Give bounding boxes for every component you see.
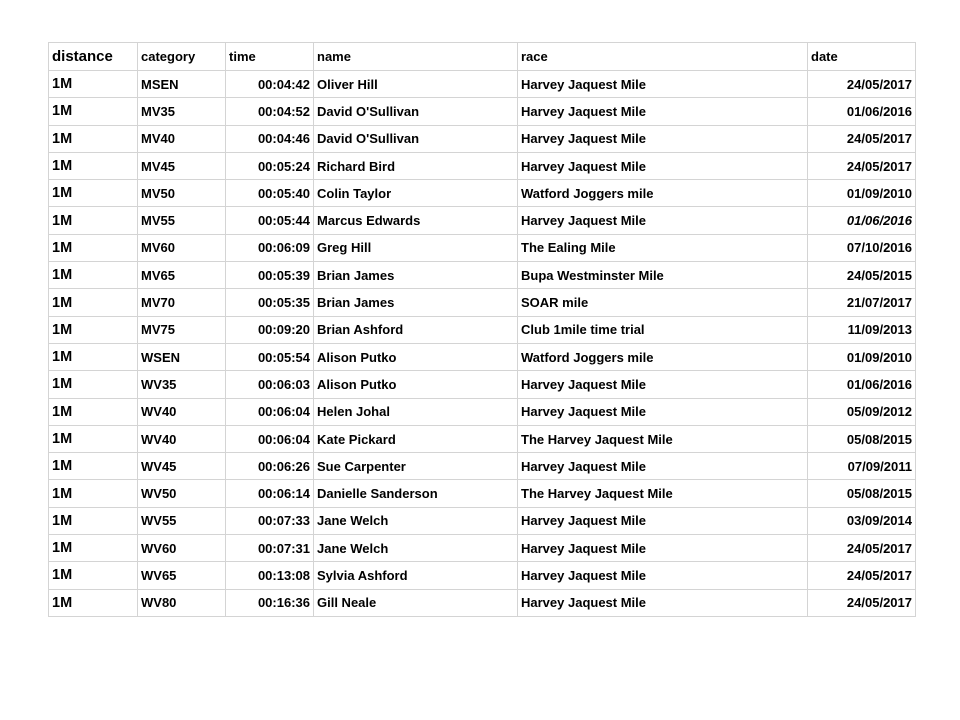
distance-cell: 1M: [49, 343, 138, 370]
distance-cell: 1M: [49, 71, 138, 98]
category-cell: MV40: [138, 125, 226, 152]
date-cell: 24/05/2017: [808, 71, 916, 98]
table-row: [49, 480, 916, 507]
category-cell: WV80: [138, 589, 226, 616]
date-cell: 21/07/2017: [808, 289, 916, 316]
category-cell: MV35: [138, 98, 226, 125]
name-cell: Gill Neale: [314, 589, 518, 616]
race-cell: Harvey Jaquest Mile: [518, 152, 808, 179]
race-cell: Harvey Jaquest Mile: [518, 98, 808, 125]
date-cell: 24/05/2015: [808, 262, 916, 289]
race-cell: Harvey Jaquest Mile: [518, 535, 808, 562]
name-cell: Sylvia Ashford: [314, 562, 518, 589]
distance-cell: 1M: [49, 180, 138, 207]
time-cell: 00:05:24: [226, 152, 314, 179]
race-cell: Harvey Jaquest Mile: [518, 125, 808, 152]
date-cell: 01/06/2016: [808, 371, 916, 398]
name-cell: Alison Putko: [314, 371, 518, 398]
category-cell: WV65: [138, 562, 226, 589]
category-cell: MV65: [138, 262, 226, 289]
category-cell: WV55: [138, 507, 226, 534]
category-cell: MV60: [138, 234, 226, 261]
date-cell: 24/05/2017: [808, 589, 916, 616]
time-cell: 00:07:31: [226, 535, 314, 562]
date-cell: 01/06/2016: [808, 207, 916, 234]
name-cell: Oliver Hill: [314, 71, 518, 98]
date-cell: 05/08/2015: [808, 480, 916, 507]
category-cell: MV50: [138, 180, 226, 207]
distance-cell: 1M: [49, 480, 138, 507]
table-row: [49, 262, 916, 289]
distance-cell: 1M: [49, 398, 138, 425]
category-cell: WV45: [138, 453, 226, 480]
race-cell: Watford Joggers mile: [518, 180, 808, 207]
name-cell: Helen Johal: [314, 398, 518, 425]
name-cell: Colin Taylor: [314, 180, 518, 207]
name-cell: Sue Carpenter: [314, 453, 518, 480]
name-cell: Greg Hill: [314, 234, 518, 261]
time-cell: 00:06:26: [226, 453, 314, 480]
date-cell: 24/05/2017: [808, 562, 916, 589]
time-cell: 00:05:40: [226, 180, 314, 207]
table-row: [49, 152, 916, 179]
name-cell: Marcus Edwards: [314, 207, 518, 234]
header-category: category: [138, 43, 226, 71]
table-row: [49, 425, 916, 452]
date-cell: 03/09/2014: [808, 507, 916, 534]
table-row: [49, 234, 916, 261]
table-row: [49, 589, 916, 616]
category-cell: MV55: [138, 207, 226, 234]
header-distance: distance: [49, 43, 138, 71]
race-cell: Harvey Jaquest Mile: [518, 207, 808, 234]
header-date: date: [808, 43, 916, 71]
category-cell: WV50: [138, 480, 226, 507]
time-cell: 00:06:04: [226, 398, 314, 425]
table-row: [49, 316, 916, 343]
table-row: [49, 562, 916, 589]
race-cell: Harvey Jaquest Mile: [518, 371, 808, 398]
distance-cell: 1M: [49, 535, 138, 562]
table-row: [49, 98, 916, 125]
category-cell: WV40: [138, 425, 226, 452]
distance-cell: 1M: [49, 371, 138, 398]
table-row: [49, 71, 916, 98]
race-cell: SOAR mile: [518, 289, 808, 316]
race-cell: Harvey Jaquest Mile: [518, 589, 808, 616]
race-cell: Bupa Westminster Mile: [518, 262, 808, 289]
distance-cell: 1M: [49, 152, 138, 179]
time-cell: 00:04:52: [226, 98, 314, 125]
header-name: name: [314, 43, 518, 71]
date-cell: 07/10/2016: [808, 234, 916, 261]
table-row: [49, 453, 916, 480]
race-cell: Harvey Jaquest Mile: [518, 507, 808, 534]
date-cell: 11/09/2013: [808, 316, 916, 343]
header-race: race: [518, 43, 808, 71]
race-cell: Harvey Jaquest Mile: [518, 453, 808, 480]
table-row: [49, 289, 916, 316]
race-cell: Club 1mile time trial: [518, 316, 808, 343]
distance-cell: 1M: [49, 425, 138, 452]
distance-cell: 1M: [49, 98, 138, 125]
name-cell: Richard Bird: [314, 152, 518, 179]
time-cell: 00:04:42: [226, 71, 314, 98]
distance-cell: 1M: [49, 589, 138, 616]
name-cell: Alison Putko: [314, 343, 518, 370]
time-cell: 00:05:44: [226, 207, 314, 234]
header-row: [49, 43, 916, 71]
date-cell: 05/08/2015: [808, 425, 916, 452]
time-cell: 00:05:35: [226, 289, 314, 316]
table-row: [49, 125, 916, 152]
name-cell: David O'Sullivan: [314, 98, 518, 125]
header-time: time: [226, 43, 314, 71]
category-cell: WV35: [138, 371, 226, 398]
race-cell: Harvey Jaquest Mile: [518, 71, 808, 98]
time-cell: 00:06:04: [226, 425, 314, 452]
table-row: [49, 535, 916, 562]
time-cell: 00:06:14: [226, 480, 314, 507]
category-cell: MV45: [138, 152, 226, 179]
records-table: [48, 42, 916, 617]
race-cell: Harvey Jaquest Mile: [518, 562, 808, 589]
time-cell: 00:16:36: [226, 589, 314, 616]
date-cell: 24/05/2017: [808, 125, 916, 152]
table-row: [49, 207, 916, 234]
category-cell: MV75: [138, 316, 226, 343]
records-sheet: [48, 42, 916, 617]
race-cell: The Harvey Jaquest Mile: [518, 425, 808, 452]
distance-cell: 1M: [49, 507, 138, 534]
category-cell: WV60: [138, 535, 226, 562]
time-cell: 00:06:03: [226, 371, 314, 398]
time-cell: 00:05:54: [226, 343, 314, 370]
time-cell: 00:13:08: [226, 562, 314, 589]
table-row: [49, 180, 916, 207]
time-cell: 00:07:33: [226, 507, 314, 534]
race-cell: The Harvey Jaquest Mile: [518, 480, 808, 507]
date-cell: 24/05/2017: [808, 152, 916, 179]
name-cell: Brian James: [314, 262, 518, 289]
name-cell: Jane Welch: [314, 507, 518, 534]
category-cell: WV40: [138, 398, 226, 425]
date-cell: 24/05/2017: [808, 535, 916, 562]
date-cell: 01/06/2016: [808, 98, 916, 125]
race-cell: The Ealing Mile: [518, 234, 808, 261]
time-cell: 00:04:46: [226, 125, 314, 152]
distance-cell: 1M: [49, 207, 138, 234]
distance-cell: 1M: [49, 289, 138, 316]
table-row: [49, 343, 916, 370]
table-row: [49, 507, 916, 534]
time-cell: 00:05:39: [226, 262, 314, 289]
table-row: [49, 398, 916, 425]
race-cell: Harvey Jaquest Mile: [518, 398, 808, 425]
time-cell: 00:06:09: [226, 234, 314, 261]
date-cell: 01/09/2010: [808, 180, 916, 207]
date-cell: 01/09/2010: [808, 343, 916, 370]
name-cell: Kate Pickard: [314, 425, 518, 452]
distance-cell: 1M: [49, 562, 138, 589]
table-row: [49, 371, 916, 398]
time-cell: 00:09:20: [226, 316, 314, 343]
race-cell: Watford Joggers mile: [518, 343, 808, 370]
name-cell: Jane Welch: [314, 535, 518, 562]
name-cell: Brian Ashford: [314, 316, 518, 343]
name-cell: Danielle Sanderson: [314, 480, 518, 507]
category-cell: MV70: [138, 289, 226, 316]
category-cell: MSEN: [138, 71, 226, 98]
distance-cell: 1M: [49, 125, 138, 152]
distance-cell: 1M: [49, 234, 138, 261]
distance-cell: 1M: [49, 262, 138, 289]
name-cell: David O'Sullivan: [314, 125, 518, 152]
date-cell: 07/09/2011: [808, 453, 916, 480]
distance-cell: 1M: [49, 316, 138, 343]
name-cell: Brian James: [314, 289, 518, 316]
category-cell: WSEN: [138, 343, 226, 370]
date-cell: 05/09/2012: [808, 398, 916, 425]
distance-cell: 1M: [49, 453, 138, 480]
